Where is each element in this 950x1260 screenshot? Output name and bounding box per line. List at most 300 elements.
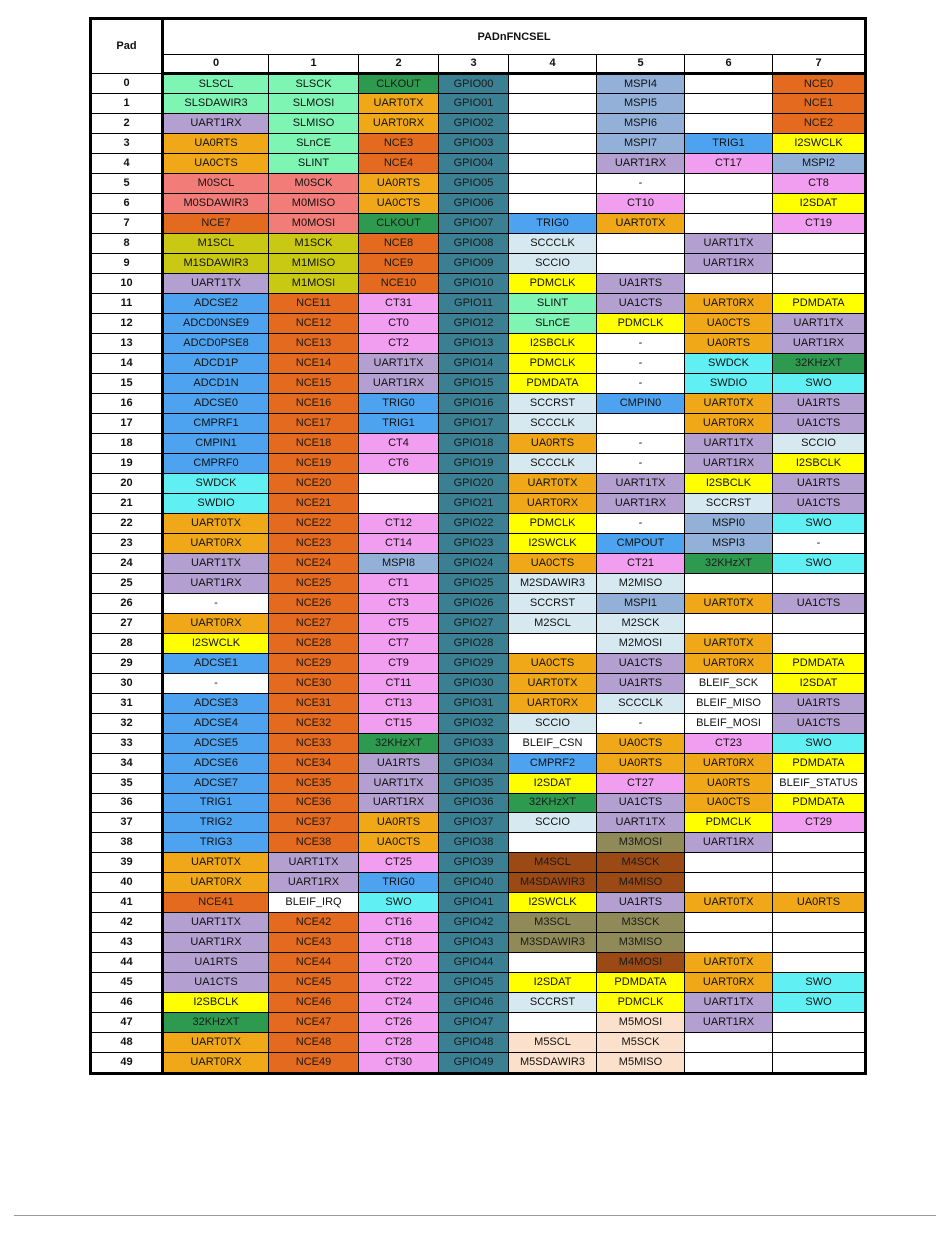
pad-number-cell: 39 xyxy=(91,853,163,873)
function-cell: NCE19 xyxy=(269,453,359,473)
function-cell: SWDCK xyxy=(685,353,773,373)
function-cell: I2SBCLK xyxy=(163,993,269,1013)
function-cell: UART0TX xyxy=(685,633,773,653)
function-cell: UART0RX xyxy=(509,693,597,713)
function-cell: UART1TX xyxy=(685,233,773,253)
pad-number-cell: 13 xyxy=(91,333,163,353)
function-cell: NCE46 xyxy=(269,993,359,1013)
pad-number-cell: 3 xyxy=(91,134,163,154)
function-cell: I2SWCLK xyxy=(163,633,269,653)
function-cell: GPIO25 xyxy=(439,573,509,593)
function-cell: CT21 xyxy=(597,553,685,573)
function-cell: CT26 xyxy=(359,1013,439,1033)
function-cell: SCCRST xyxy=(509,593,597,613)
function-cell: GPIO10 xyxy=(439,273,509,293)
pad-number-cell: 34 xyxy=(91,753,163,773)
function-cell xyxy=(359,493,439,513)
function-cell: PDMCLK xyxy=(685,813,773,833)
pad-number-cell: 26 xyxy=(91,593,163,613)
function-cell: CT19 xyxy=(773,213,866,233)
function-cell: NCE25 xyxy=(269,573,359,593)
function-cell: MSPI0 xyxy=(685,513,773,533)
function-cell: CT4 xyxy=(359,433,439,453)
function-cell: CMPRF2 xyxy=(509,753,597,773)
function-cell: UART0RX xyxy=(685,293,773,313)
function-cell: GPIO24 xyxy=(439,553,509,573)
function-cell: UA0RTS xyxy=(685,773,773,793)
function-cell: SLINT xyxy=(509,293,597,313)
function-cell: GPIO42 xyxy=(439,913,509,933)
function-cell: GPIO19 xyxy=(439,453,509,473)
pad-number-cell: 25 xyxy=(91,573,163,593)
function-cell: CT8 xyxy=(773,173,866,193)
function-column-header: 3 xyxy=(439,55,509,74)
table-row xyxy=(91,813,866,833)
function-cell xyxy=(773,613,866,633)
function-cell: I2SWCLK xyxy=(773,134,866,154)
pad-number-cell: 43 xyxy=(91,933,163,953)
function-cell: CT16 xyxy=(359,913,439,933)
pad-number-cell: 28 xyxy=(91,633,163,653)
function-cell: GPIO07 xyxy=(439,213,509,233)
function-cell: NCE35 xyxy=(269,773,359,793)
function-cell: SCCIO xyxy=(509,253,597,273)
function-cell: UART1RX xyxy=(685,453,773,473)
function-cell: GPIO00 xyxy=(439,74,509,94)
function-cell: I2SBCLK xyxy=(773,453,866,473)
function-cell: I2SBCLK xyxy=(685,473,773,493)
function-cell xyxy=(509,173,597,193)
function-cell xyxy=(773,833,866,853)
function-cell: UA1CTS xyxy=(163,973,269,993)
function-cell: SWDIO xyxy=(685,373,773,393)
function-cell: GPIO43 xyxy=(439,933,509,953)
function-cell: NCE9 xyxy=(359,253,439,273)
function-cell: GPIO13 xyxy=(439,333,509,353)
function-cell xyxy=(685,873,773,893)
function-cell: CT5 xyxy=(359,613,439,633)
function-cell: - xyxy=(163,673,269,693)
function-cell: UA1CTS xyxy=(773,493,866,513)
function-cell: GPIO32 xyxy=(439,713,509,733)
function-cell: UA1CTS xyxy=(773,593,866,613)
pad-number-cell: 8 xyxy=(91,233,163,253)
function-cell: SWO xyxy=(773,553,866,573)
function-cell: ADCSE2 xyxy=(163,293,269,313)
function-cell: SWO xyxy=(773,513,866,533)
function-cell: SWDCK xyxy=(163,473,269,493)
function-cell: UART1TX xyxy=(269,853,359,873)
function-cell: SCCRST xyxy=(685,493,773,513)
table-row xyxy=(91,513,866,533)
function-cell: M1SCL xyxy=(163,233,269,253)
function-cell: SLSDAWIR3 xyxy=(163,94,269,114)
header-row-top xyxy=(91,19,866,55)
function-cell: UART1RX xyxy=(685,833,773,853)
function-cell: TRIG0 xyxy=(509,213,597,233)
function-cell xyxy=(597,253,685,273)
function-cell: GPIO26 xyxy=(439,593,509,613)
function-cell: - xyxy=(597,713,685,733)
function-cell: NCE4 xyxy=(359,154,439,174)
function-cell: M4MOSI xyxy=(597,953,685,973)
pad-number-cell: 5 xyxy=(91,173,163,193)
function-cell: CMPIN1 xyxy=(163,433,269,453)
function-cell xyxy=(509,154,597,174)
function-cell: 32KHzXT xyxy=(685,553,773,573)
function-cell: GPIO31 xyxy=(439,693,509,713)
function-cell: GPIO01 xyxy=(439,94,509,114)
function-cell: I2SWCLK xyxy=(509,533,597,553)
function-cell: SCCCLK xyxy=(509,453,597,473)
function-cell: M4SCL xyxy=(509,853,597,873)
table-row xyxy=(91,493,866,513)
pad-column-header: Pad xyxy=(91,19,163,74)
function-cell: NCE7 xyxy=(163,213,269,233)
function-cell: CT28 xyxy=(359,1033,439,1053)
function-cell: TRIG0 xyxy=(359,873,439,893)
function-cell: GPIO39 xyxy=(439,853,509,873)
function-cell: SWDIO xyxy=(163,493,269,513)
function-cell xyxy=(685,193,773,213)
pad-number-cell: 22 xyxy=(91,513,163,533)
function-cell xyxy=(773,873,866,893)
table-row xyxy=(91,94,866,114)
function-cell xyxy=(509,74,597,94)
function-cell: NCE28 xyxy=(269,633,359,653)
pad-number-cell: 41 xyxy=(91,893,163,913)
function-cell: MSPI6 xyxy=(597,114,685,134)
function-cell: CT3 xyxy=(359,593,439,613)
pad-number-cell: 36 xyxy=(91,793,163,813)
function-cell: BLEIF_MISO xyxy=(685,693,773,713)
pad-number-cell: 14 xyxy=(91,353,163,373)
function-cell: ADCSE1 xyxy=(163,653,269,673)
function-cell: GPIO11 xyxy=(439,293,509,313)
function-cell: CT14 xyxy=(359,533,439,553)
function-cell: - xyxy=(597,433,685,453)
function-cell: - xyxy=(597,513,685,533)
function-cell: M4SCK xyxy=(597,853,685,873)
function-cell: GPIO45 xyxy=(439,973,509,993)
function-column-header: 5 xyxy=(597,55,685,74)
pad-number-cell: 16 xyxy=(91,393,163,413)
pad-number-cell: 17 xyxy=(91,413,163,433)
function-cell: MSPI7 xyxy=(597,134,685,154)
function-cell: UART1TX xyxy=(163,553,269,573)
function-cell: TRIG1 xyxy=(685,134,773,154)
function-cell: 32KHzXT xyxy=(163,1013,269,1033)
function-cell: SCCCLK xyxy=(509,413,597,433)
function-cell: SCCCLK xyxy=(509,233,597,253)
function-cell: UART1RX xyxy=(269,873,359,893)
function-cell: NCE8 xyxy=(359,233,439,253)
function-cell: GPIO35 xyxy=(439,773,509,793)
function-cell: UA0RTS xyxy=(685,333,773,353)
table-row xyxy=(91,473,866,493)
function-cell: UART1RX xyxy=(773,333,866,353)
table-row xyxy=(91,433,866,453)
function-cell xyxy=(685,94,773,114)
function-cell: SWO xyxy=(773,373,866,393)
function-cell: GPIO12 xyxy=(439,313,509,333)
function-cell: GPIO37 xyxy=(439,813,509,833)
table-row xyxy=(91,114,866,134)
function-cell: NCE26 xyxy=(269,593,359,613)
function-cell: SCCIO xyxy=(509,813,597,833)
function-cell: GPIO15 xyxy=(439,373,509,393)
table-row xyxy=(91,973,866,993)
function-cell xyxy=(773,573,866,593)
function-cell: CT13 xyxy=(359,693,439,713)
function-cell: UA0CTS xyxy=(359,193,439,213)
function-cell: CT23 xyxy=(685,733,773,753)
function-cell: MSPI4 xyxy=(597,74,685,94)
function-cell: BLEIF_CSN xyxy=(509,733,597,753)
function-cell: GPIO47 xyxy=(439,1013,509,1033)
function-cell: SWO xyxy=(773,733,866,753)
function-cell: SWO xyxy=(773,973,866,993)
function-cell: M1MISO xyxy=(269,253,359,273)
table-row xyxy=(91,233,866,253)
function-cell: UA1CTS xyxy=(597,793,685,813)
table-row xyxy=(91,853,866,873)
function-cell: GPIO02 xyxy=(439,114,509,134)
function-cell: SCCIO xyxy=(509,713,597,733)
function-cell xyxy=(773,913,866,933)
function-cell: GPIO46 xyxy=(439,993,509,1013)
function-cell: CT6 xyxy=(359,453,439,473)
function-cell: CT2 xyxy=(359,333,439,353)
function-cell: M1SCK xyxy=(269,233,359,253)
function-cell: UART1TX xyxy=(163,913,269,933)
pad-number-cell: 47 xyxy=(91,1013,163,1033)
function-cell: ADCD1P xyxy=(163,353,269,373)
function-cell xyxy=(685,933,773,953)
function-column-header: 0 xyxy=(163,55,269,74)
function-cell: UART1RX xyxy=(359,793,439,813)
function-cell: UA1RTS xyxy=(773,473,866,493)
function-cell: M5MOSI xyxy=(597,1013,685,1033)
function-cell: I2SWCLK xyxy=(509,893,597,913)
function-cell: NCE34 xyxy=(269,753,359,773)
function-cell xyxy=(685,173,773,193)
function-cell: PDMDATA xyxy=(773,293,866,313)
function-cell: CT15 xyxy=(359,713,439,733)
function-cell: CT9 xyxy=(359,653,439,673)
pad-number-cell: 2 xyxy=(91,114,163,134)
function-cell: GPIO16 xyxy=(439,393,509,413)
function-cell xyxy=(359,473,439,493)
table-row xyxy=(91,134,866,154)
function-column-header: 7 xyxy=(773,55,866,74)
table-row xyxy=(91,213,866,233)
function-cell: I2SBCLK xyxy=(509,333,597,353)
function-cell: GPIO48 xyxy=(439,1033,509,1053)
function-cell: NCE32 xyxy=(269,713,359,733)
function-cell: NCE48 xyxy=(269,1033,359,1053)
function-cell: UA1CTS xyxy=(597,653,685,673)
function-cell: PDMDATA xyxy=(773,793,866,813)
function-cell: NCE0 xyxy=(773,74,866,94)
function-cell: UA1RTS xyxy=(597,893,685,913)
pad-number-cell: 33 xyxy=(91,733,163,753)
function-cell: 32KHzXT xyxy=(773,353,866,373)
function-cell: CT30 xyxy=(359,1053,439,1074)
function-cell: UA0CTS xyxy=(163,154,269,174)
function-cell xyxy=(773,1013,866,1033)
function-cell: M0MOSI xyxy=(269,213,359,233)
function-cell: NCE42 xyxy=(269,913,359,933)
function-cell: CT0 xyxy=(359,313,439,333)
function-cell: M5SCL xyxy=(509,1033,597,1053)
function-cell: - xyxy=(597,353,685,373)
function-cell xyxy=(597,233,685,253)
pad-number-cell: 49 xyxy=(91,1053,163,1074)
function-cell: NCE3 xyxy=(359,134,439,154)
table-row xyxy=(91,793,866,813)
function-cell: UART1TX xyxy=(597,813,685,833)
function-cell: UART1TX xyxy=(773,313,866,333)
function-cell: M3SCK xyxy=(597,913,685,933)
table-row xyxy=(91,933,866,953)
function-cell: CT27 xyxy=(597,773,685,793)
function-cell: CT29 xyxy=(773,813,866,833)
function-cell: NCE47 xyxy=(269,1013,359,1033)
table-row xyxy=(91,753,866,773)
function-cell: GPIO28 xyxy=(439,633,509,653)
function-cell: UART1RX xyxy=(163,933,269,953)
function-cell: UA0RTS xyxy=(773,893,866,913)
function-cell: CT31 xyxy=(359,293,439,313)
function-cell xyxy=(685,573,773,593)
function-cell: M0SCK xyxy=(269,173,359,193)
function-cell: UART0TX xyxy=(163,853,269,873)
function-cell xyxy=(773,953,866,973)
function-cell: MSPI3 xyxy=(685,533,773,553)
table-row xyxy=(91,593,866,613)
function-cell: CMPRF0 xyxy=(163,453,269,473)
table-row xyxy=(91,193,866,213)
table-row xyxy=(91,693,866,713)
function-cell: CLKOUT xyxy=(359,213,439,233)
function-cell: UART0TX xyxy=(685,393,773,413)
function-cell: GPIO44 xyxy=(439,953,509,973)
function-cell: BLEIF_STATUS xyxy=(773,773,866,793)
function-cell: SCCCLK xyxy=(597,693,685,713)
function-cell: TRIG2 xyxy=(163,813,269,833)
function-cell: UART1RX xyxy=(597,493,685,513)
table-row xyxy=(91,393,866,413)
function-cell: M1SDAWIR3 xyxy=(163,253,269,273)
function-cell: CMPIN0 xyxy=(597,393,685,413)
function-cell: SLSCK xyxy=(269,74,359,94)
function-cell xyxy=(509,94,597,114)
table-row xyxy=(91,293,866,313)
function-cell: NCE36 xyxy=(269,793,359,813)
function-cell: SCCRST xyxy=(509,393,597,413)
function-cell: UA1CTS xyxy=(597,293,685,313)
function-cell: NCE33 xyxy=(269,733,359,753)
function-cell: MSPI5 xyxy=(597,94,685,114)
function-cell: UA0CTS xyxy=(509,653,597,673)
function-cell xyxy=(509,134,597,154)
function-cell: GPIO49 xyxy=(439,1053,509,1074)
pad-number-cell: 44 xyxy=(91,953,163,973)
function-cell: NCE21 xyxy=(269,493,359,513)
function-cell: GPIO14 xyxy=(439,353,509,373)
function-cell: GPIO27 xyxy=(439,613,509,633)
pad-number-cell: 32 xyxy=(91,713,163,733)
function-column-header: 6 xyxy=(685,55,773,74)
table-row xyxy=(91,873,866,893)
function-cell: UA0RTS xyxy=(163,134,269,154)
table-row xyxy=(91,653,866,673)
function-cell: M2MISO xyxy=(597,573,685,593)
function-cell xyxy=(773,233,866,253)
function-cell: UART0RX xyxy=(685,753,773,773)
pad-number-cell: 38 xyxy=(91,833,163,853)
function-cell xyxy=(773,273,866,293)
function-cell: UART1RX xyxy=(359,373,439,393)
function-cell: ADCD0NSE9 xyxy=(163,313,269,333)
function-cell xyxy=(597,413,685,433)
function-cell xyxy=(685,1053,773,1074)
pad-number-cell: 0 xyxy=(91,74,163,94)
function-cell: UART0RX xyxy=(685,973,773,993)
function-cell: UA0RTS xyxy=(509,433,597,453)
pad-number-cell: 37 xyxy=(91,813,163,833)
function-cell: UART0TX xyxy=(163,513,269,533)
function-cell: I2SDAT xyxy=(509,973,597,993)
pad-number-cell: 24 xyxy=(91,553,163,573)
function-cell xyxy=(773,1033,866,1053)
function-cell: I2SDAT xyxy=(509,773,597,793)
function-cell: CT11 xyxy=(359,673,439,693)
function-cell: NCE45 xyxy=(269,973,359,993)
function-cell: ADCSE0 xyxy=(163,393,269,413)
function-cell: PDMDATA xyxy=(597,973,685,993)
function-cell: MSPI2 xyxy=(773,154,866,174)
function-cell xyxy=(685,913,773,933)
pad-function-select-table xyxy=(89,17,867,1075)
table-row xyxy=(91,533,866,553)
pad-number-cell: 21 xyxy=(91,493,163,513)
pad-number-cell: 6 xyxy=(91,193,163,213)
function-cell: ADCSE7 xyxy=(163,773,269,793)
pad-number-cell: 20 xyxy=(91,473,163,493)
function-cell: SCCRST xyxy=(509,993,597,1013)
function-cell: CT7 xyxy=(359,633,439,653)
function-cell: SLnCE xyxy=(509,313,597,333)
function-cell: GPIO23 xyxy=(439,533,509,553)
table-row xyxy=(91,273,866,293)
function-cell: UART0TX xyxy=(359,94,439,114)
pad-number-cell: 19 xyxy=(91,453,163,473)
function-cell: NCE20 xyxy=(269,473,359,493)
function-cell: CMPRF1 xyxy=(163,413,269,433)
table-row xyxy=(91,613,866,633)
pad-number-cell: 18 xyxy=(91,433,163,453)
function-cell: UA1RTS xyxy=(597,273,685,293)
function-cell: - xyxy=(163,593,269,613)
table-row xyxy=(91,1053,866,1074)
function-cell: CT1 xyxy=(359,573,439,593)
pad-number-cell: 40 xyxy=(91,873,163,893)
function-cell: PDMDATA xyxy=(773,753,866,773)
function-cell: GPIO04 xyxy=(439,154,509,174)
function-cell: MSPI1 xyxy=(597,593,685,613)
